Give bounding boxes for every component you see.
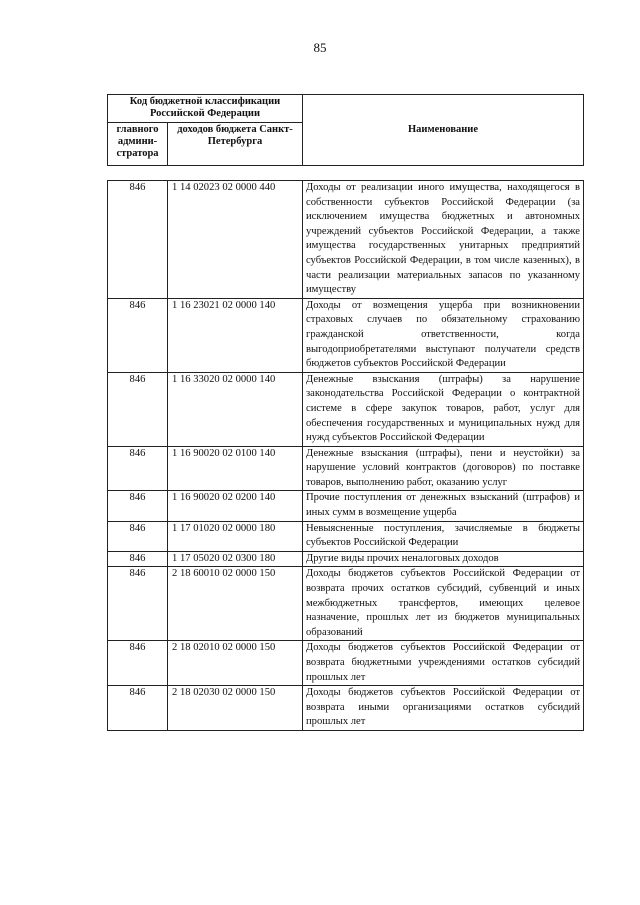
table-row <box>108 686 584 731</box>
income-code-cell: 2 18 60010 02 0000 150 <box>168 567 303 641</box>
table-row <box>108 491 584 521</box>
income-code-cell: 1 16 90020 02 0200 140 <box>168 491 303 521</box>
income-code-cell: 1 17 05020 02 0300 180 <box>168 551 303 567</box>
table-row <box>108 551 584 567</box>
admin-code-cell: 846 <box>108 551 168 567</box>
admin-code-cell: 846 <box>108 372 168 446</box>
description-cell: Доходы бюджетов субъектов Российской Федерации от возврата бюджетными учреждениями остатков субсидий прошлых лет <box>303 641 584 686</box>
income-code-cell: 1 17 01020 02 0000 180 <box>168 521 303 551</box>
table-row <box>108 298 584 372</box>
code-group-header: Код бюджетной классификации Российской Федерации <box>108 95 303 123</box>
income-code-cell: 1 16 90020 02 0100 140 <box>168 446 303 491</box>
table-row <box>108 567 584 641</box>
table-row <box>108 521 584 551</box>
admin-code-cell: 846 <box>108 446 168 491</box>
description-cell: Доходы бюджетов субъектов Российской Федерации от возврата иными организациями остатков субсидий прошлых лет <box>303 686 584 731</box>
description-cell: Доходы бюджетов субъектов Российской Федерации от возврата прочих остатков субсидий, субвенций и иных межбюджетных трансфертов, имеющих целевое назначение, прошлых лет из бюджетов муниципальных образований <box>303 567 584 641</box>
admin-code-cell: 846 <box>108 298 168 372</box>
income-code-cell: 1 16 23021 02 0000 140 <box>168 298 303 372</box>
table-header <box>107 94 584 166</box>
income-table <box>107 180 584 731</box>
admin-code-cell: 846 <box>108 181 168 299</box>
table-row <box>108 372 584 446</box>
table-row <box>108 446 584 491</box>
admin-code-cell: 846 <box>108 641 168 686</box>
description-cell: Доходы от реализации иного имущества, находящегося в собственности субъектов Российской Федерации (за исключением имущества бюджетных и автономных учреждений субъектов Российской Федерации, а также имущества государственных унитарных предприятий субъектов Российской Федерации, в том числе казенных), в части реализации материальных запасов по указанному имуществу <box>303 181 584 299</box>
income-column-header: доходов бюджета Санкт-Петербурга <box>168 123 303 166</box>
table-row <box>108 181 584 299</box>
description-cell: Невыясненные поступления, зачисляемые в бюджеты субъектов Российской Федерации <box>303 521 584 551</box>
admin-code-cell: 846 <box>108 567 168 641</box>
description-cell: Другие виды прочих неналоговых доходов <box>303 551 584 567</box>
income-code-cell: 2 18 02010 02 0000 150 <box>168 641 303 686</box>
income-code-cell: 1 16 33020 02 0000 140 <box>168 372 303 446</box>
admin-code-cell: 846 <box>108 491 168 521</box>
admin-code-cell: 846 <box>108 686 168 731</box>
table-row <box>108 641 584 686</box>
name-column-header: Наименование <box>303 95 584 166</box>
admin-column-header: главного админи-стратора <box>108 123 168 166</box>
income-code-cell: 2 18 02030 02 0000 150 <box>168 686 303 731</box>
description-cell: Прочие поступления от денежных взысканий (штрафов) и иных сумм в возмещение ущерба <box>303 491 584 521</box>
description-cell: Денежные взыскания (штрафы), пени и неустойки) за нарушение условий контрактов (договоров) по поставке товаров, выполнению работ, оказанию услуг <box>303 446 584 491</box>
income-code-cell: 1 14 02023 02 0000 440 <box>168 181 303 299</box>
page-number: 85 <box>313 40 327 55</box>
description-cell: Доходы от возмещения ущерба при возникновении страховых случаев по обязательному страхованию гражданской ответственности, когда выгодоприобретателями выступают получатели средств бюджетов субъектов Российской Федерации <box>303 298 584 372</box>
description-cell: Денежные взыскания (штрафы) за нарушение законодательства Российской Федерации о контрактной системе в сфере закупок товаров, работ, услуг для обеспечения государственных и муниципальных нужд для нужд субъектов Российской Федерации <box>303 372 584 446</box>
admin-code-cell: 846 <box>108 521 168 551</box>
